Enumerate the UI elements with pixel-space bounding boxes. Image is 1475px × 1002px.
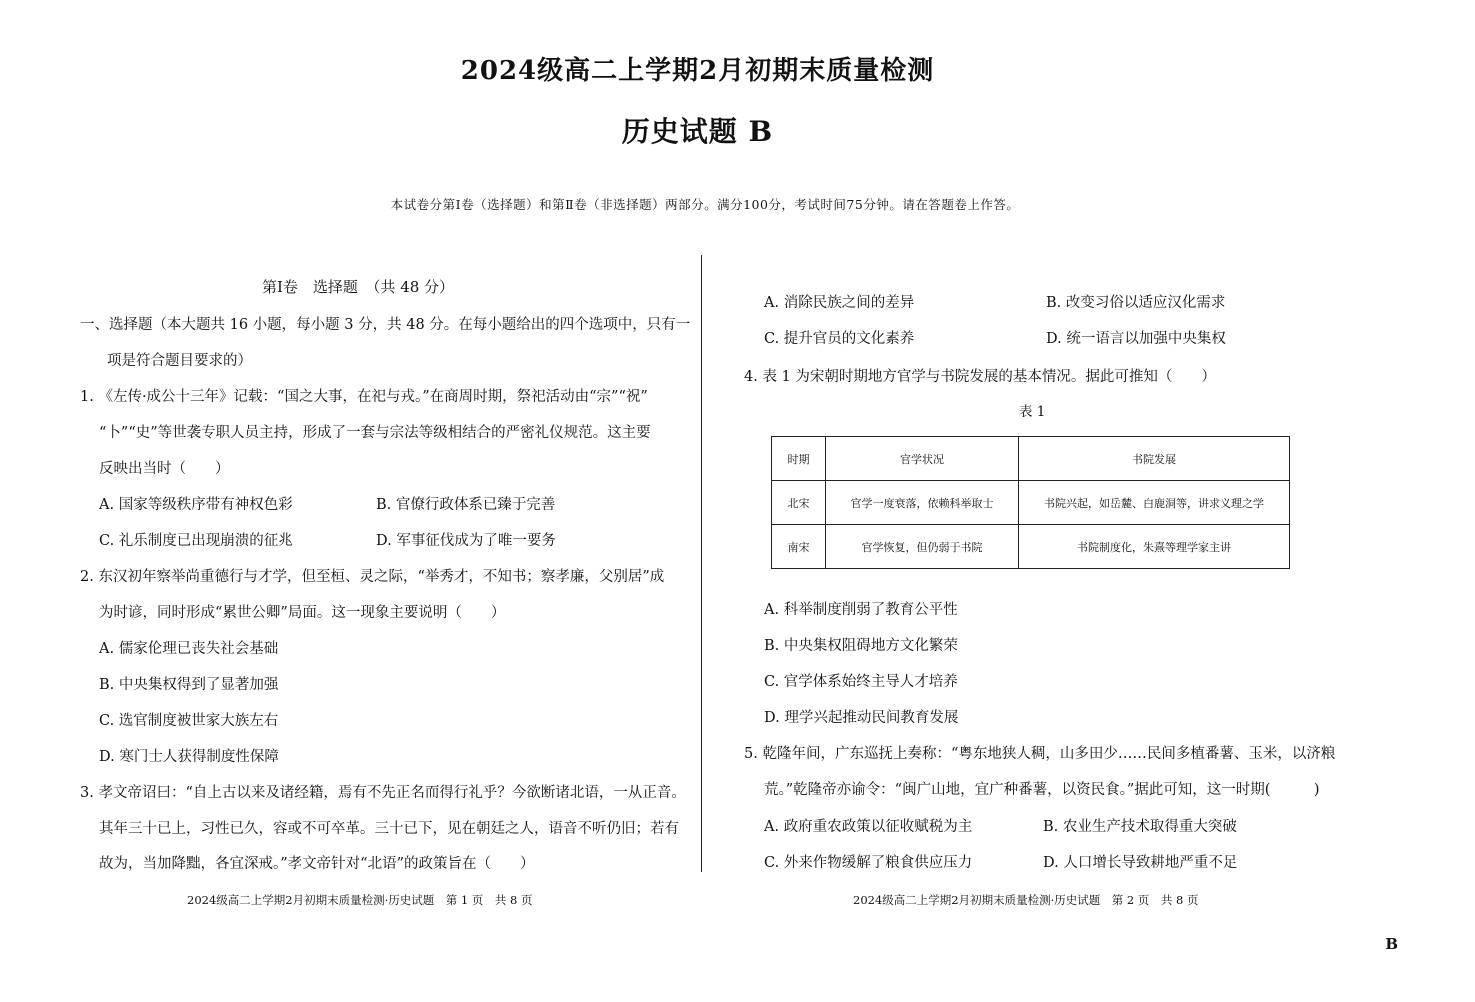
table-cell: 书院制度化，朱熹等理学家主讲 bbox=[1019, 525, 1290, 569]
q3-option-d: D. 统一语言以加强中央集权 bbox=[1046, 331, 1226, 347]
table-row bbox=[772, 481, 1290, 525]
q1-option-d: D. 军事征伐成为了唯一要务 bbox=[376, 533, 556, 549]
q5-option-b: B. 农业生产技术取得重大突破 bbox=[1043, 819, 1237, 835]
q2-stem-line2: 为时谚，同时形成“累世公卿”局面。这一现象主要说明（ ） bbox=[99, 605, 506, 621]
table-header-cell: 书院发展 bbox=[1019, 437, 1290, 481]
q3-stem-line3: 故为，当加降黜，各宜深戒。”孝文帝针对“北语”的政策旨在（ ） bbox=[99, 856, 535, 872]
q4-option-d: D. 理学兴起推动民间教育发展 bbox=[764, 710, 959, 726]
q3-stem-line2: 其年三十已上，习性已久，容或不可卒革。三十已下，见在朝廷之人，语音不听仍旧；若有 bbox=[99, 821, 679, 837]
data-table bbox=[771, 436, 1290, 569]
q2-option-b: B. 中央集权得到了显著加强 bbox=[99, 677, 279, 693]
q3-stem-line1: 3. 孝文帝诏曰：“自上古以来及诸经籍，焉有不先正名而得行礼乎？今欲断诸北语，一从正音。 bbox=[80, 785, 686, 801]
q5-option-c: C. 外来作物缓解了粮食供应压力 bbox=[764, 855, 973, 871]
part-instructions-line1: 一、选择题（本大题共 16 小题，每小题 3 分，共 48 分。在每小题给出的四个选项中，只有一 bbox=[80, 317, 691, 333]
table-cell: 官学恢复，但仍弱于书院 bbox=[826, 525, 1019, 569]
table-header-row bbox=[772, 437, 1290, 481]
section-title: 第Ⅰ卷 选择题 （共 48 分） bbox=[262, 278, 455, 296]
part-instructions-line2: 项是符合题目要求的） bbox=[107, 353, 252, 369]
q4-option-a: A. 科举制度削弱了教育公平性 bbox=[764, 602, 958, 618]
table-header-cell: 时期 bbox=[772, 437, 826, 481]
exam-title: 2024级高二上学期2月初期末质量检测 bbox=[460, 56, 935, 86]
exam-instructions: 本试卷分第Ⅰ卷（选择题）和第Ⅱ卷（非选择题）两部分。满分100分，考试时间75分钟。请在答题卷上作答。 bbox=[390, 197, 1020, 212]
table-cell: 北宋 bbox=[772, 481, 826, 525]
q5-option-a: A. 政府重农政策以征收赋税为主 bbox=[764, 819, 973, 835]
table-caption: 表 1 bbox=[1019, 404, 1046, 420]
version-mark: B bbox=[1385, 935, 1398, 953]
q2-option-d: D. 寒门士人获得制度性保障 bbox=[99, 749, 279, 765]
q5-option-d: D. 人口增长导致耕地严重不足 bbox=[1043, 855, 1238, 871]
q4-stem-line1: 4. 表 1 为宋朝时期地方官学与书院发展的基本情况。据此可推知（ ） bbox=[744, 369, 1216, 385]
table-cell: 书院兴起，如岳麓、白鹿洞等，讲求义理之学 bbox=[1019, 481, 1290, 525]
q1-option-b: B. 官僚行政体系已臻于完善 bbox=[376, 497, 556, 513]
q3-option-b: B. 改变习俗以适应汉化需求 bbox=[1046, 295, 1226, 311]
q1-option-a: A. 国家等级秩序带有神权色彩 bbox=[99, 497, 293, 513]
q1-stem-line3: 反映出当时（ ） bbox=[99, 461, 230, 477]
q2-option-a: A. 儒家伦理已丧失社会基础 bbox=[99, 641, 279, 657]
q4-option-b: B. 中央集权阻碍地方文化繁荣 bbox=[764, 638, 958, 654]
page-footer-left: 2024级高二上学期2月初期末质量检测·历史试题 第 1 页 共 8 页 bbox=[187, 893, 533, 907]
page-footer-right: 2024级高二上学期2月初期末质量检测·历史试题 第 2 页 共 8 页 bbox=[853, 893, 1199, 907]
column-divider bbox=[701, 255, 702, 872]
q3-option-a: A. 消除民族之间的差异 bbox=[764, 295, 915, 311]
q5-stem-line1: 5. 乾隆年间，广东巡抚上奏称：“粤东地狭人稠，山多田少……民间多植番薯、玉米，以济粮 bbox=[744, 746, 1336, 762]
q2-option-c: C. 选官制度被世家大族左右 bbox=[99, 713, 279, 729]
exam-subtitle: 历史试题 B bbox=[621, 115, 774, 148]
q5-stem-line2: 荒。”乾隆帝亦谕令：“闽广山地，宜广种番薯，以资民食。”据此可知，这一时期( ) bbox=[764, 782, 1320, 798]
q3-option-c: C. 提升官员的文化素养 bbox=[764, 331, 915, 347]
q2-stem-line1: 2. 东汉初年察举尚重德行与才学，但至桓、灵之际，“举秀才，不知书；察孝廉，父别居”成 bbox=[80, 569, 665, 585]
table-cell: 官学一度衰落，依赖科举取士 bbox=[826, 481, 1019, 525]
q4-option-c: C. 官学体系始终主导人才培养 bbox=[764, 674, 958, 690]
q1-option-c: C. 礼乐制度已出现崩溃的征兆 bbox=[99, 533, 293, 549]
table-header-cell: 官学状况 bbox=[826, 437, 1019, 481]
table-row bbox=[772, 525, 1290, 569]
table-cell: 南宋 bbox=[772, 525, 826, 569]
q1-stem-line2: “卜”“史”等世袭专职人员主持，形成了一套与宗法等级相结合的严密礼仪规范。这主要 bbox=[99, 425, 651, 441]
q1-stem-line1: 1. 《左传·成公十三年》记载：“国之大事，在祀与戎。”在商周时期，祭祀活动由“宗”“祝” bbox=[80, 389, 648, 405]
